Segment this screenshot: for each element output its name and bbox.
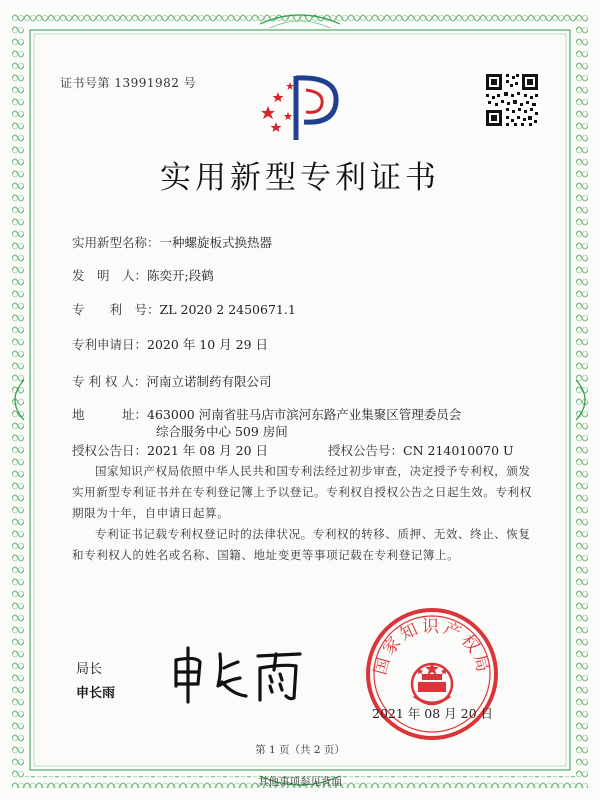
field-value: ZL 2020 2 2450671.1 — [159, 302, 296, 317]
field-inventor: 发 明 人：陈奕开;段鹤 — [72, 268, 214, 283]
field-label: 实用新型名称 — [72, 235, 148, 250]
seal-text: 国家知识产权局 — [370, 617, 494, 677]
field-label: 发 明 人 — [72, 268, 135, 283]
director-name: 申长雨 — [76, 686, 116, 701]
body-paragraph-text: 专利证书记载专利权登记时的法律状况。专利权的转移、质押、无效、终止、恢复和专利权人的姓名或名称、国籍、地址变更等事项记载在专利登记簿上。 — [72, 527, 531, 562]
field-value: CN 214010070 U — [403, 443, 514, 458]
page-number: 第 1 页（共 2 页） — [255, 744, 345, 756]
field-label: 授权公告日 — [72, 443, 135, 458]
certificate-title: 实用新型专利证书 — [160, 160, 440, 196]
field-label: 专利申请日 — [72, 337, 135, 352]
field-value: 2021 年 08 月 20 日 — [147, 443, 269, 458]
body-paragraph-2 — [72, 524, 532, 566]
field-label: 授权公告号 — [328, 443, 391, 458]
field-grant-date: 授权公告日：2021 年 08 月 20 日 — [72, 443, 269, 458]
body-paragraph-text: 国家知识产权局依照中华人民共和国专利法经过初步审查，决定授予专利权，颁发实用新型专利证书并在专利登记簿上予以登记。专利权自授权公告之日起生效。专利权期限为十年，自申请日起算。 — [72, 464, 532, 520]
field-value: 一种螺旋板式换热器 — [159, 235, 273, 250]
qr-code — [484, 72, 540, 128]
field-utility-model-name: 实用新型名称：一种螺旋板式换热器 — [72, 235, 273, 250]
field-value: 综合服务中心 509 房间 — [156, 424, 288, 439]
body-paragraph-1 — [72, 461, 532, 524]
field-value: 陈奕开;段鹤 — [147, 268, 214, 283]
certificate-number-suffix: 号 — [183, 76, 197, 90]
field-patentee: 专 利 权 人：河南立诺制药有限公司 — [72, 374, 272, 389]
certificate-number-value: 13991982 — [114, 76, 180, 90]
official-seal-icon — [362, 604, 502, 744]
footer-note: 其他事项参见背面 — [258, 776, 342, 788]
patent-office-logo-icon — [252, 66, 348, 146]
field-grant-number: 授权公告号：CN 214010070 U — [328, 443, 514, 458]
field-label: 专 利 权 人 — [72, 374, 134, 389]
field-value: 河南立诺制药有限公司 — [146, 374, 272, 389]
field-address-line2 — [156, 422, 288, 440]
certificate-number-label: 证书号第 — [60, 76, 111, 90]
field-patent-number: 专 利 号：ZL 2020 2 2450671.1 — [72, 302, 296, 317]
certificate-number — [60, 74, 196, 91]
field-value: 463000 河南省驻马店市滨河东路产业集聚区管理委员会 — [147, 407, 462, 422]
field-label: 地 址 — [72, 407, 135, 422]
field-filing-date: 专利申请日：2020 年 10 月 29 日 — [72, 337, 269, 352]
field-value: 2020 年 10 月 29 日 — [147, 337, 269, 352]
director-title: 局长 — [76, 662, 103, 677]
field-address: 地 址：463000 河南省驻马店市滨河东路产业集聚区管理委员会 — [72, 407, 462, 422]
field-label: 专 利 号 — [72, 302, 148, 317]
handwritten-signature — [166, 640, 306, 706]
seal-date: 2021 年 08 月 20 日 — [372, 706, 493, 721]
